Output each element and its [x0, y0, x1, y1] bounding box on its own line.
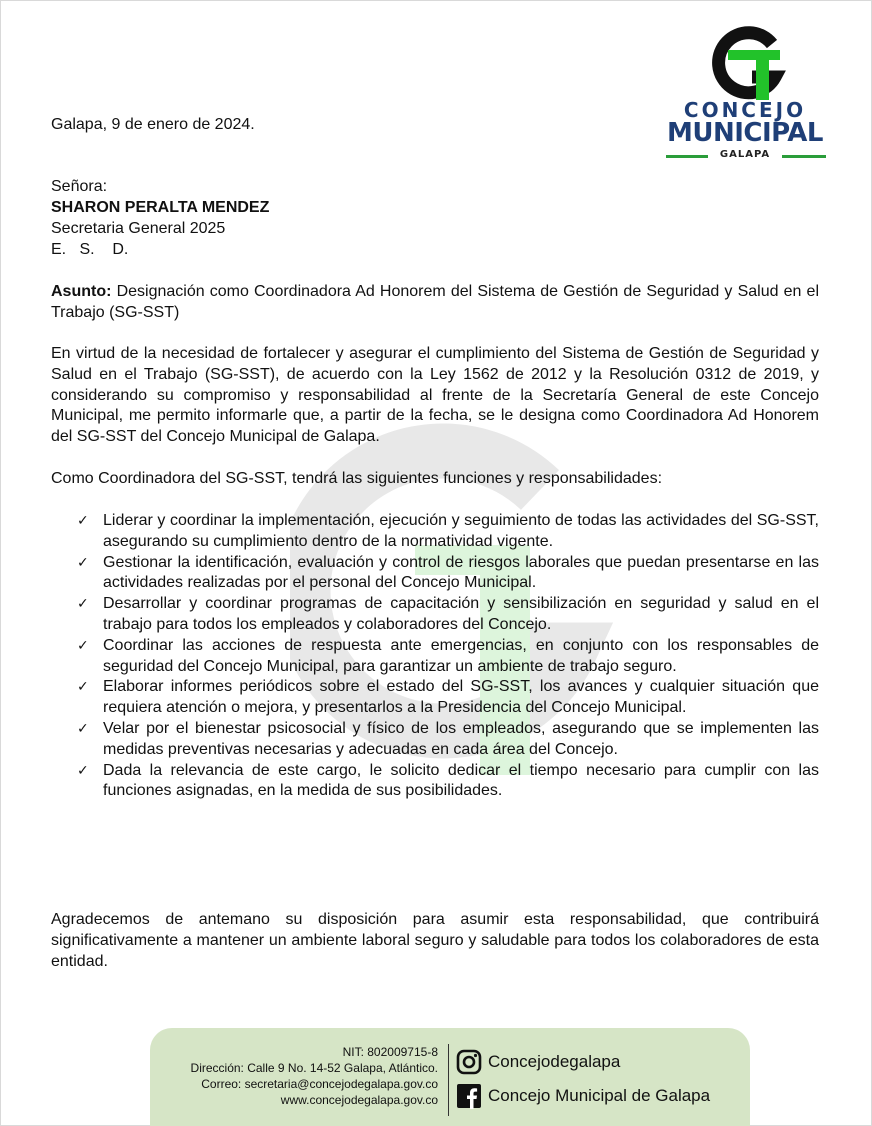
duty-text: Liderar y coordinar la implementación, ejecución y seguimiento de todas las actividades del SG-SST, asegurando su cumplimiento dentro de la normatividad vigente. [103, 512, 819, 550]
logo-g-icon [660, 22, 830, 102]
check-icon: ✓ [77, 720, 89, 737]
logo-line2: MUNICIPAL [666, 118, 824, 148]
check-icon: ✓ [77, 679, 89, 696]
list-item [51, 511, 819, 553]
check-icon: ✓ [77, 554, 89, 571]
footer-address: Dirección: Calle 9 No. 14-52 Galapa, Atlántico. [190, 1061, 438, 1075]
check-icon: ✓ [77, 637, 89, 654]
duty-text: Elaborar informes periódicos sobre el estado del SG-SST, los avances y cualquier situación que requiera atención o mejora, y presentarlos a la Presidencia del Concejo Municipal. [103, 678, 819, 717]
body-paragraph-2: Como Coordinadora del SG-SST, tendrá las siguientes funciones y responsabilidades: [51, 470, 663, 487]
duty-text: Dada la relevancia de este cargo, le solicito dedicar el tiempo necesario para cumplir con las funciones asignadas, en la medida de sus posibilidades. [103, 761, 819, 800]
subject-paragraph [51, 282, 819, 324]
instagram-icon [456, 1049, 482, 1075]
duty-text: Desarrollar y coordinar programas de capacitación y sensibilización en seguridad y salud en el trabajo para todos los empleados y colaboradores del Concejo. [103, 595, 819, 633]
facebook-link[interactable] [456, 1083, 710, 1109]
body-paragraph-1: En virtud de la necesidad de fortalecer y asegurar el cumplimiento del Sistema de Gestión de Seguridad y Salud en el Trabajo (SG-SST), de acuerdo con la Ley 1562 de 2012 y la Resolución 0312 de 2019, y considerando su compromiso y responsabilidad al frente de la Secretaría General de este Concejo Municipal, me permito informarle que, a partir de la fecha, se le designa como Coordinadora Ad Honorem del SG-SST del Concejo Municipal de Galapa. [51, 345, 819, 446]
list-item [51, 636, 819, 678]
check-icon: ✓ [77, 596, 89, 613]
facebook-page: Concejo Municipal de Galapa [488, 1086, 711, 1105]
duty-text: Velar por el bienestar psicosocial y físico de los empleados, asegurando que se implementen las medidas preventivas necesarias y adecuadas en cada área del Concejo. [103, 719, 819, 758]
check-icon: ✓ [77, 762, 89, 779]
list-item [51, 761, 819, 803]
list-item [51, 677, 819, 719]
list-item [51, 553, 819, 595]
subject-text: Designación como Coordinadora Ad Honorem del Sistema de Gestión de Seguridad y Salud en el Trabajo (SG-SST) [51, 283, 819, 321]
footer-nit: NIT: 802009715-8 [342, 1045, 438, 1059]
date-line: Galapa, 9 de enero de 2024. [51, 116, 255, 133]
instagram-handle: Concejodegalapa [488, 1052, 621, 1071]
concejo-logo [660, 22, 830, 172]
list-item [51, 719, 819, 761]
footer-email[interactable]: Correo: secretaria@concejodegalapa.gov.co [201, 1077, 438, 1091]
footer-website[interactable]: www.concejodegalapa.gov.co [280, 1093, 438, 1107]
logo-line1: CONCEJO [683, 98, 807, 122]
footer-divider [448, 1044, 449, 1116]
check-icon: ✓ [77, 513, 89, 529]
subject-label: Asunto: [51, 283, 112, 300]
duties-list [51, 511, 819, 802]
instagram-link[interactable] [456, 1049, 620, 1075]
recipient-esd: E. S. D. [51, 241, 129, 258]
logo-line3: GALAPA [719, 149, 771, 160]
footer-contact [191, 1044, 438, 1108]
duty-text: Gestionar la identificación, evaluación y control de riesgos laborales que puedan presentarse en las actividades realizadas por el personal del Concejo Municipal. [103, 553, 819, 592]
facebook-icon [456, 1083, 482, 1109]
recipient-name: SHARON PERALTA MENDEZ [51, 199, 270, 216]
duty-text: Coordinar las acciones de respuesta ante emergencias, en conjunto con los responsables de seguridad del Concejo Municipal, para garantizar un ambiente de trabajo seguro. [103, 636, 819, 675]
logo-rule-right [782, 155, 826, 158]
recipient-title: Secretaria General 2025 [51, 220, 226, 237]
footer [150, 1028, 750, 1126]
list-item [51, 594, 819, 636]
recipient-salutation: Señora: [51, 178, 108, 195]
closing-paragraph: Agradecemos de antemano su disposición para asumir esta responsabilidad, que contribuirá significativamente a mantener un ambiente laboral seguro y saludable para todos los colaboradores de esta entidad. [51, 911, 819, 970]
